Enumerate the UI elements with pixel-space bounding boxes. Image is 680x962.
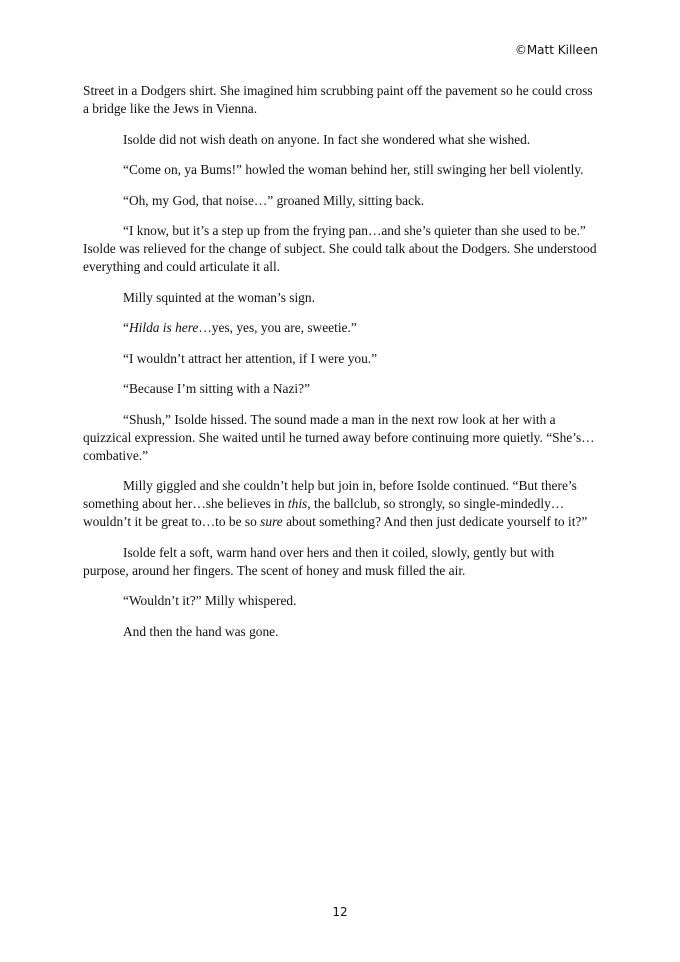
page-number: 12	[332, 905, 348, 919]
text-run: about something? And then just dedicate yourself to it?”	[282, 514, 588, 529]
paragraph	[83, 477, 599, 531]
text-run: , the ballclub, so strongly, so single-mindedly…wouldn’t it be great to…to be so	[83, 496, 565, 529]
paragraph: “I know, but it’s a step up from the frying pan…and she’s quieter than she used to be.” Isolde was relieved for the change of subject. She could talk about the Dodgers. She understood everything and could articulate it all.	[83, 223, 597, 274]
paragraph: “Come on, ya Bums!” howled the woman behind her, still swinging her bell violently.	[123, 162, 584, 177]
paragraph: Isolde did not wish death on anyone. In fact she wondered what she wished.	[123, 131, 531, 147]
paragraph: “I wouldn’t attract her attention, if I were you.”	[123, 350, 378, 366]
paragraph	[83, 319, 599, 337]
paragraph: “Because I’m sitting with a Nazi?”	[123, 381, 311, 396]
italic-run: sure	[260, 514, 283, 529]
italic-run: this	[287, 496, 308, 511]
text-run: “	[123, 320, 129, 335]
paragraph: “Wouldn’t it?” Milly whispered.	[123, 593, 297, 608]
copyright-header: ©Matt Killeen	[514, 43, 598, 57]
paragraph: Isolde felt a soft, warm hand over hers and then it coiled, slowly, gently but with purpose, around her fingers. The scent of honey and musk filled the air.	[83, 544, 555, 578]
paragraph: And then the hand was gone.	[123, 623, 279, 639]
paragraph: Milly squinted at the woman’s sign.	[123, 289, 315, 305]
paragraph: “Oh, my God, that noise…” groaned Milly, sitting back.	[123, 192, 425, 208]
body-text	[83, 82, 599, 653]
italic-run: Hilda is here	[128, 320, 199, 335]
text-run: …yes, yes, you are, sweetie.”	[198, 320, 357, 335]
text-run: Milly giggled and she couldn’t help but join in, before Isolde continued. “But there’s something about her…she believes in	[83, 478, 577, 511]
paragraph: “Shush,” Isolde hissed. The sound made a man in the next row look at her with a quizzical expression. She waited until he turned away before continuing more quietly. “She’s…combative.”	[83, 411, 595, 463]
paragraph: Street in a Dodgers shirt. She imagined him scrubbing paint off the pavement so he could cross a bridge like the Jews in Vienna.	[83, 83, 593, 116]
